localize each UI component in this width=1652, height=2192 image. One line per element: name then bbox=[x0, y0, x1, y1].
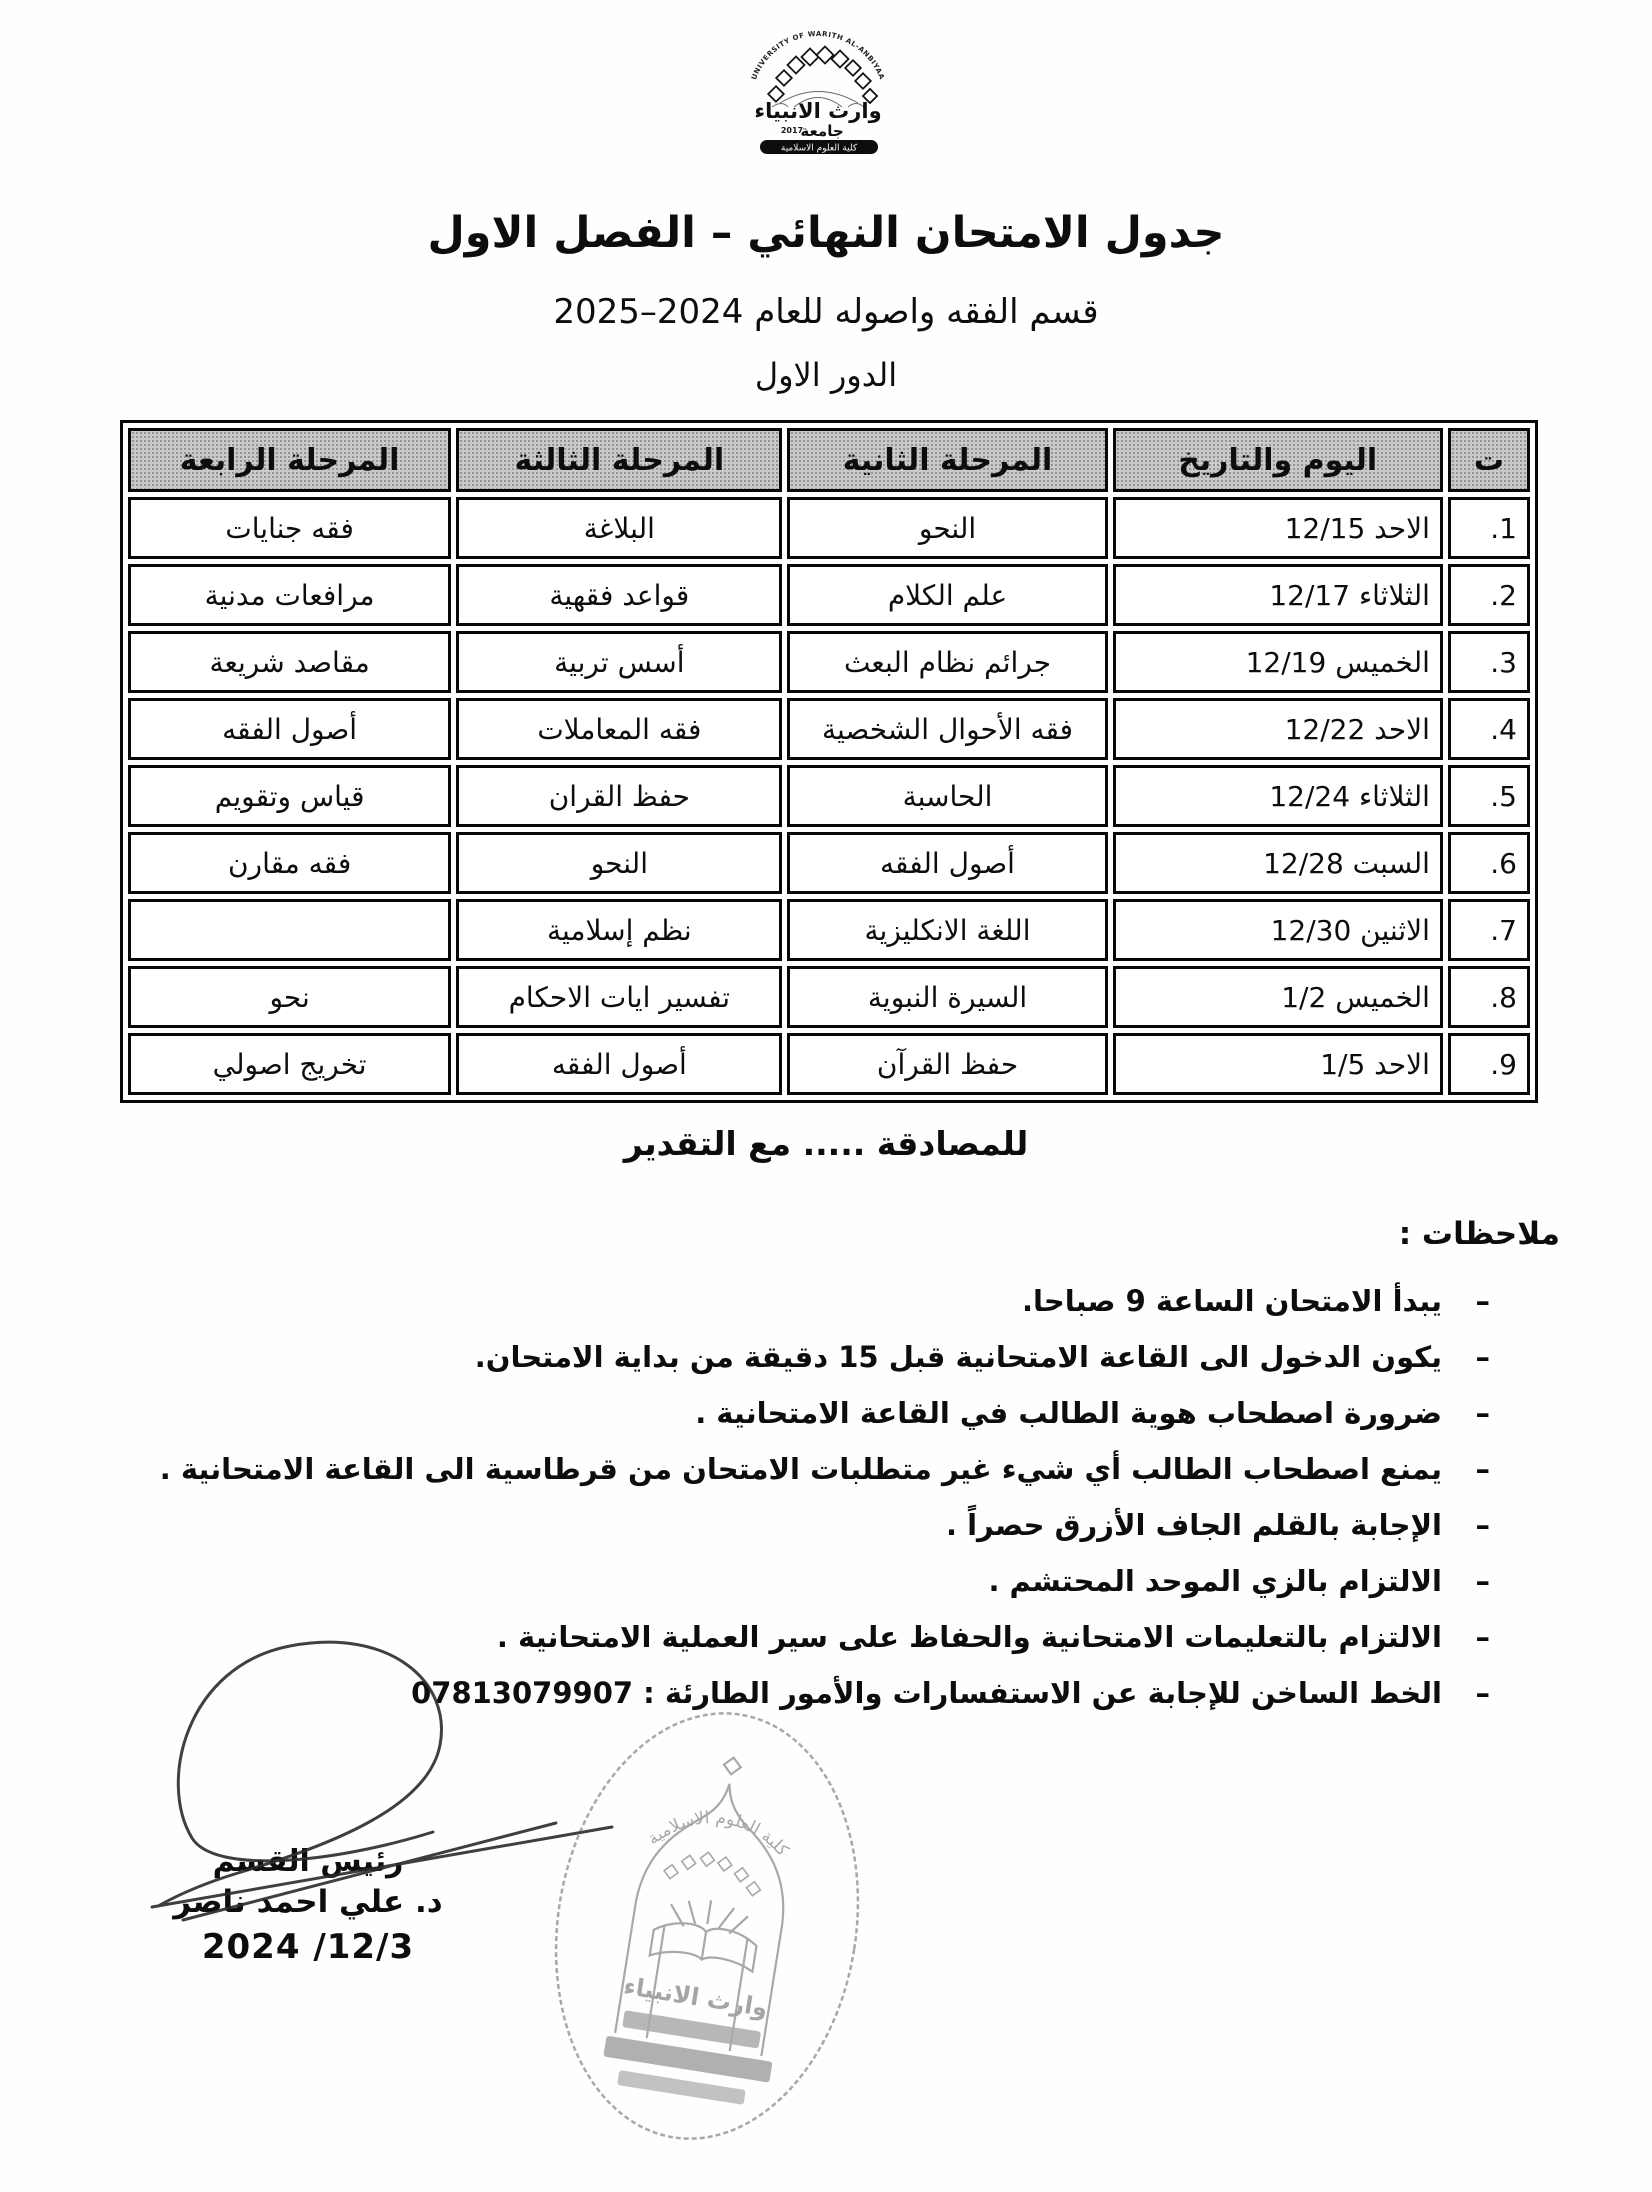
subject-cell: مرافعات مدنية bbox=[128, 564, 451, 626]
note-dash: – bbox=[1475, 1564, 1490, 1598]
subject-cell: البلاغة bbox=[456, 497, 782, 559]
day-cell: السبت 12/28 bbox=[1113, 832, 1443, 894]
table-row bbox=[128, 564, 1530, 626]
note-item bbox=[160, 1504, 1560, 1546]
subject-cell: أصول الفقه bbox=[787, 832, 1107, 894]
subject-cell: أصول الفقه bbox=[128, 698, 451, 760]
note-item bbox=[160, 1392, 1560, 1434]
serial-cell: 3. bbox=[1448, 631, 1530, 693]
stamp-center-text: وارث الانبياء bbox=[621, 1971, 770, 2023]
serial-cell: 7. bbox=[1448, 899, 1530, 961]
table-row bbox=[128, 765, 1530, 827]
note-item bbox=[160, 1280, 1560, 1322]
logo-arc-text: UNIVERSITY OF WARITH AL-ANBIYAA bbox=[750, 29, 886, 82]
note-item bbox=[160, 1560, 1560, 1602]
note-dash: – bbox=[1475, 1284, 1490, 1318]
note-text: الالتزام بالتعليمات الامتحانية والحفاظ على سير العملية الامتحانية . bbox=[496, 1620, 1442, 1654]
note-dash: – bbox=[1475, 1620, 1490, 1654]
signature-title: رئيس القسم bbox=[212, 1844, 404, 1879]
day-cell: الاثنين 12/30 bbox=[1113, 899, 1443, 961]
subject-cell: اللغة الانكليزية bbox=[787, 899, 1107, 961]
approval-line: للمصادقة ..... مع التقدير bbox=[623, 1124, 1029, 1163]
subject-cell: النحو bbox=[787, 497, 1107, 559]
note-text: الالتزام بالزي الموحد المحتشم . bbox=[988, 1564, 1442, 1598]
note-text: يكون الدخول الى القاعة الامتحانية قبل 15 دقيقة من بداية الامتحان. bbox=[474, 1340, 1442, 1374]
day-cell: الثلاثاء 12/17 bbox=[1113, 564, 1443, 626]
serial-cell: 5. bbox=[1448, 765, 1530, 827]
subject-cell: مقاصد شريعة bbox=[128, 631, 451, 693]
subject-cell: قواعد فقهية bbox=[456, 564, 782, 626]
note-text: يمنع اصطحاب الطالب أي شيء غير متطلبات الامتحان من قرطاسية الى القاعة الامتحانية . bbox=[159, 1452, 1442, 1486]
university-logo bbox=[736, 6, 900, 158]
subject-cell: السيرة النبوية bbox=[787, 966, 1107, 1028]
logo-calligraphy: وارث الانبياء bbox=[754, 99, 882, 123]
signature-block bbox=[146, 1844, 470, 1970]
signature-name: د. علي احمد ناصر bbox=[173, 1884, 443, 1920]
serial-cell: 6. bbox=[1448, 832, 1530, 894]
subject-cell: أصول الفقه bbox=[456, 1033, 782, 1095]
subject-cell bbox=[128, 899, 451, 961]
subject-cell: فقه الأحوال الشخصية bbox=[787, 698, 1107, 760]
note-item bbox=[160, 1336, 1560, 1378]
stamp-bottom-bands bbox=[599, 2008, 777, 2108]
day-cell: الخميس 1/2 bbox=[1113, 966, 1443, 1028]
subject-cell: فقه المعاملات bbox=[456, 698, 782, 760]
college-stamp bbox=[545, 1700, 869, 2152]
subject-cell: أسس تربية bbox=[456, 631, 782, 693]
subject-cell: جرائم نظام البعث bbox=[787, 631, 1107, 693]
serial-cell: 1. bbox=[1448, 497, 1530, 559]
serial-cell: 9. bbox=[1448, 1033, 1530, 1095]
note-item bbox=[160, 1448, 1560, 1490]
note-text: الخط الساخن للإجابة عن الاستفسارات والأمور الطارئة : 07813079907 bbox=[411, 1676, 1442, 1710]
column-header-stage3: المرحلة الثالثة bbox=[456, 428, 782, 492]
note-dash: – bbox=[1475, 1452, 1490, 1486]
page-subtitle: قسم الفقه واصوله للعام 2024–2025 bbox=[553, 292, 1099, 332]
subject-cell: نحو bbox=[128, 966, 451, 1028]
serial-cell: 8. bbox=[1448, 966, 1530, 1028]
note-dash: – bbox=[1475, 1508, 1490, 1542]
subject-cell: النحو bbox=[456, 832, 782, 894]
signature-date: 2024 /12/3 bbox=[201, 1927, 415, 1967]
stamp-arc-text: كلية العلوم الاسلامية bbox=[643, 1808, 793, 1861]
stamp-book-icon bbox=[650, 1892, 763, 1971]
table-row bbox=[128, 631, 1530, 693]
table-row bbox=[128, 966, 1530, 1028]
day-cell: الاحد 12/15 bbox=[1113, 497, 1443, 559]
serial-cell: 2. bbox=[1448, 564, 1530, 626]
day-cell: الثلاثاء 12/24 bbox=[1113, 765, 1443, 827]
logo-banner-text: كلية العلوم الاسلامية bbox=[780, 143, 858, 154]
note-dash: – bbox=[1475, 1396, 1490, 1430]
subject-cell: تفسير ايات الاحكام bbox=[456, 966, 782, 1028]
page-title: جدول الامتحان النهائي – الفصل الاول bbox=[427, 208, 1225, 258]
day-cell: الاحد 12/22 bbox=[1113, 698, 1443, 760]
column-header-stage2: المرحلة الثانية bbox=[787, 428, 1107, 492]
subject-cell: الحاسبة bbox=[787, 765, 1107, 827]
column-header-stage4: المرحلة الرابعة bbox=[128, 428, 451, 492]
table-row bbox=[128, 832, 1530, 894]
logo-word: جامعة bbox=[800, 122, 844, 140]
note-dash: – bbox=[1475, 1340, 1490, 1374]
column-header-serial: ت bbox=[1448, 428, 1530, 492]
exam-schedule-table bbox=[120, 420, 1538, 1103]
subject-cell: حفظ القران bbox=[456, 765, 782, 827]
subject-cell: فقه مقارن bbox=[128, 832, 451, 894]
subject-cell: قياس وتقويم bbox=[128, 765, 451, 827]
note-text: يبدأ الامتحان الساعة 9 صباحا. bbox=[1021, 1284, 1442, 1318]
subject-cell: تخريج اصولي bbox=[128, 1033, 451, 1095]
stamp-diamond-arc bbox=[662, 1846, 765, 1897]
day-cell: الاحد 1/5 bbox=[1113, 1033, 1443, 1095]
serial-cell: 4. bbox=[1448, 698, 1530, 760]
note-item bbox=[160, 1616, 1560, 1658]
table-row bbox=[128, 698, 1530, 760]
subject-cell: حفظ القرآن bbox=[787, 1033, 1107, 1095]
logo-year: 2017 bbox=[780, 126, 804, 135]
round-label: الدور الاول bbox=[754, 356, 898, 394]
note-text: ضرورة اصطحاب هوية الطالب في القاعة الامتحانية . bbox=[695, 1396, 1442, 1430]
notes-heading: ملاحظات : bbox=[1398, 1216, 1560, 1252]
table-row bbox=[128, 1033, 1530, 1095]
table-header-row bbox=[128, 428, 1530, 492]
column-header-day-date: اليوم والتاريخ bbox=[1113, 428, 1443, 492]
subject-cell: علم الكلام bbox=[787, 564, 1107, 626]
table-row bbox=[128, 497, 1530, 559]
subject-cell: فقه جنايات bbox=[128, 497, 451, 559]
logo-diamond-arch bbox=[768, 47, 877, 104]
notes-list bbox=[160, 1280, 1560, 1728]
note-dash: – bbox=[1475, 1676, 1490, 1710]
note-text: الإجابة بالقلم الجاف الأزرق حصراً . bbox=[945, 1508, 1442, 1542]
table-row bbox=[128, 899, 1530, 961]
day-cell: الخميس 12/19 bbox=[1113, 631, 1443, 693]
subject-cell: نظم إسلامية bbox=[456, 899, 782, 961]
